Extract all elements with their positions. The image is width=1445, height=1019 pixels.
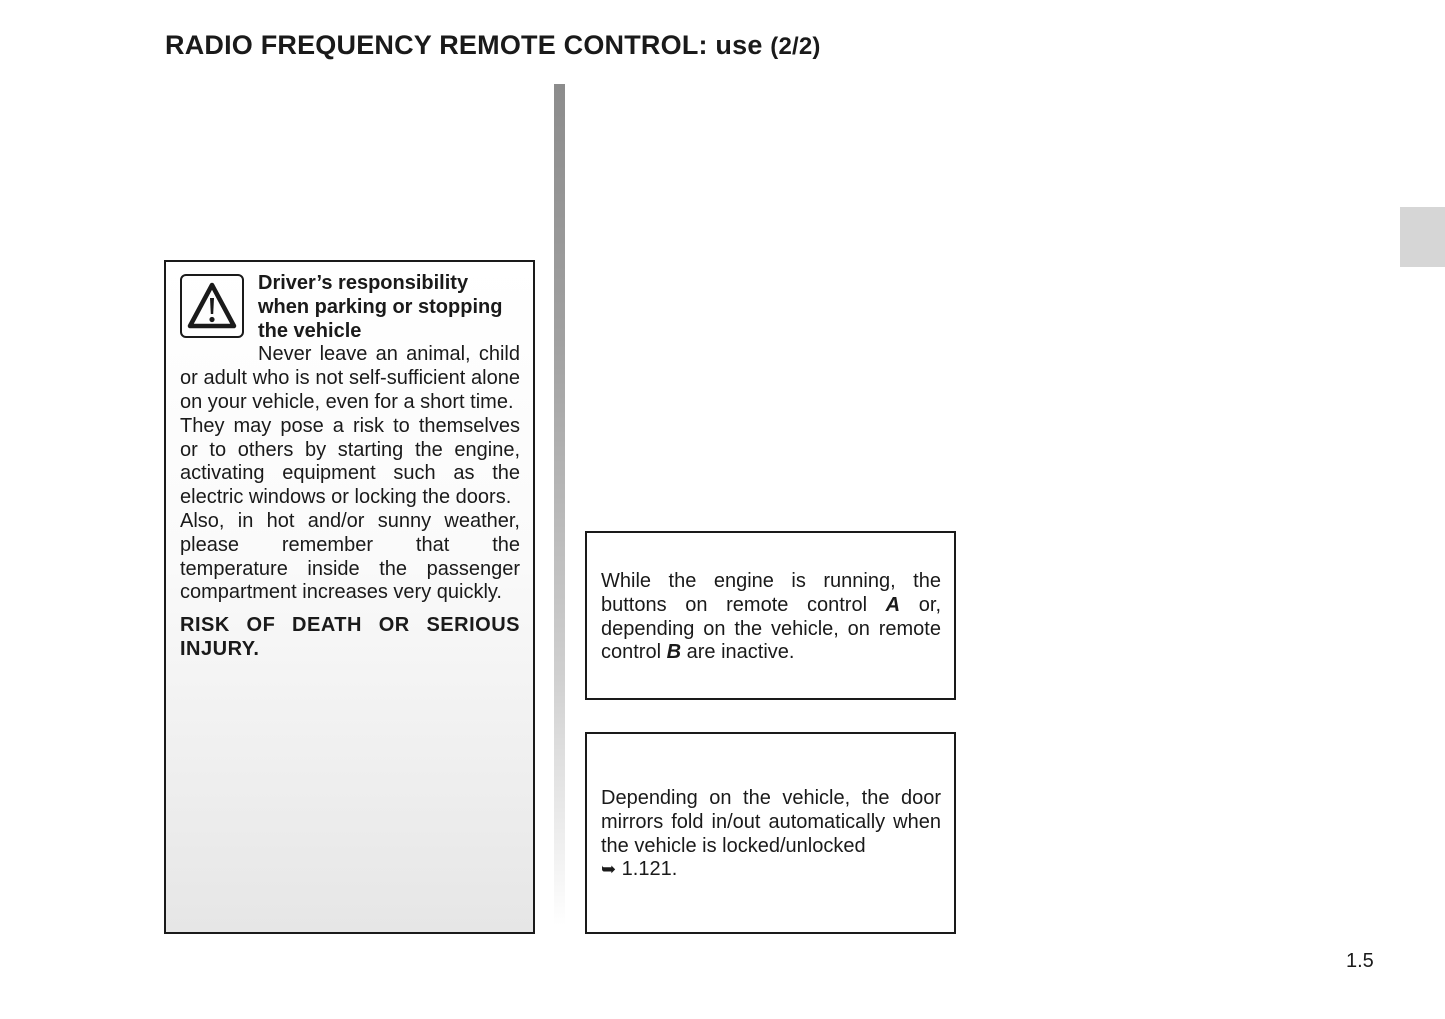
note-engine-text-part: or, depending on the vehicle, on remote control <box>601 593 941 664</box>
warning-body <box>180 343 520 605</box>
page-title-suffix: (2/2) <box>770 33 821 60</box>
chapter-edge-tab <box>1400 207 1445 267</box>
warning-box <box>164 260 535 934</box>
column-divider <box>554 84 565 926</box>
remote-control-label-b: B <box>666 641 682 664</box>
page-title-text: RADIO FREQUENCY REMOTE CONTROL: use <box>165 30 763 60</box>
warning-paragraph-text: Never leave an animal, child or adult who is not self-sufficient alone on your vehicle, even for a short time. <box>180 343 520 413</box>
warning-risk-statement: RISK OF DEATH OR SERIOUS INJURY. <box>180 614 520 660</box>
warning-triangle-icon <box>180 274 244 338</box>
page-number: 1.5 <box>1346 950 1374 972</box>
note-mirrors-text-body: Depending on the vehicle, the door mirrors fold in/out automatically when the vehicle is locked/unlocked <box>601 787 941 857</box>
note-engine-text <box>601 570 941 665</box>
warning-paragraph: They may pose a risk to themselves or to others by starting the engine, activating equipment such as the electric windows or locking the doors. <box>180 414 520 509</box>
note-engine-text-part: are inactive. <box>681 641 795 664</box>
warning-paragraph: Also, in hot and/or sunny weather, please remember that the temperature inside the passenger compartment increases very quickly. <box>180 509 520 604</box>
note-engine-text-part: While the engine is running, the buttons on remote control <box>601 570 941 616</box>
page-title <box>165 30 821 61</box>
warning-content <box>180 272 520 662</box>
warning-paragraph <box>180 343 520 414</box>
page-reference: 1.121. <box>621 858 678 881</box>
remote-control-label-a: A <box>885 593 901 616</box>
note-door-mirrors <box>585 732 956 934</box>
note-engine-running <box>585 531 956 700</box>
arrow-right-icon: ➥ <box>601 859 617 881</box>
warning-title: Driver’s responsibility when parking or stopping the vehicle <box>258 272 503 342</box>
note-mirrors-text <box>601 787 941 882</box>
